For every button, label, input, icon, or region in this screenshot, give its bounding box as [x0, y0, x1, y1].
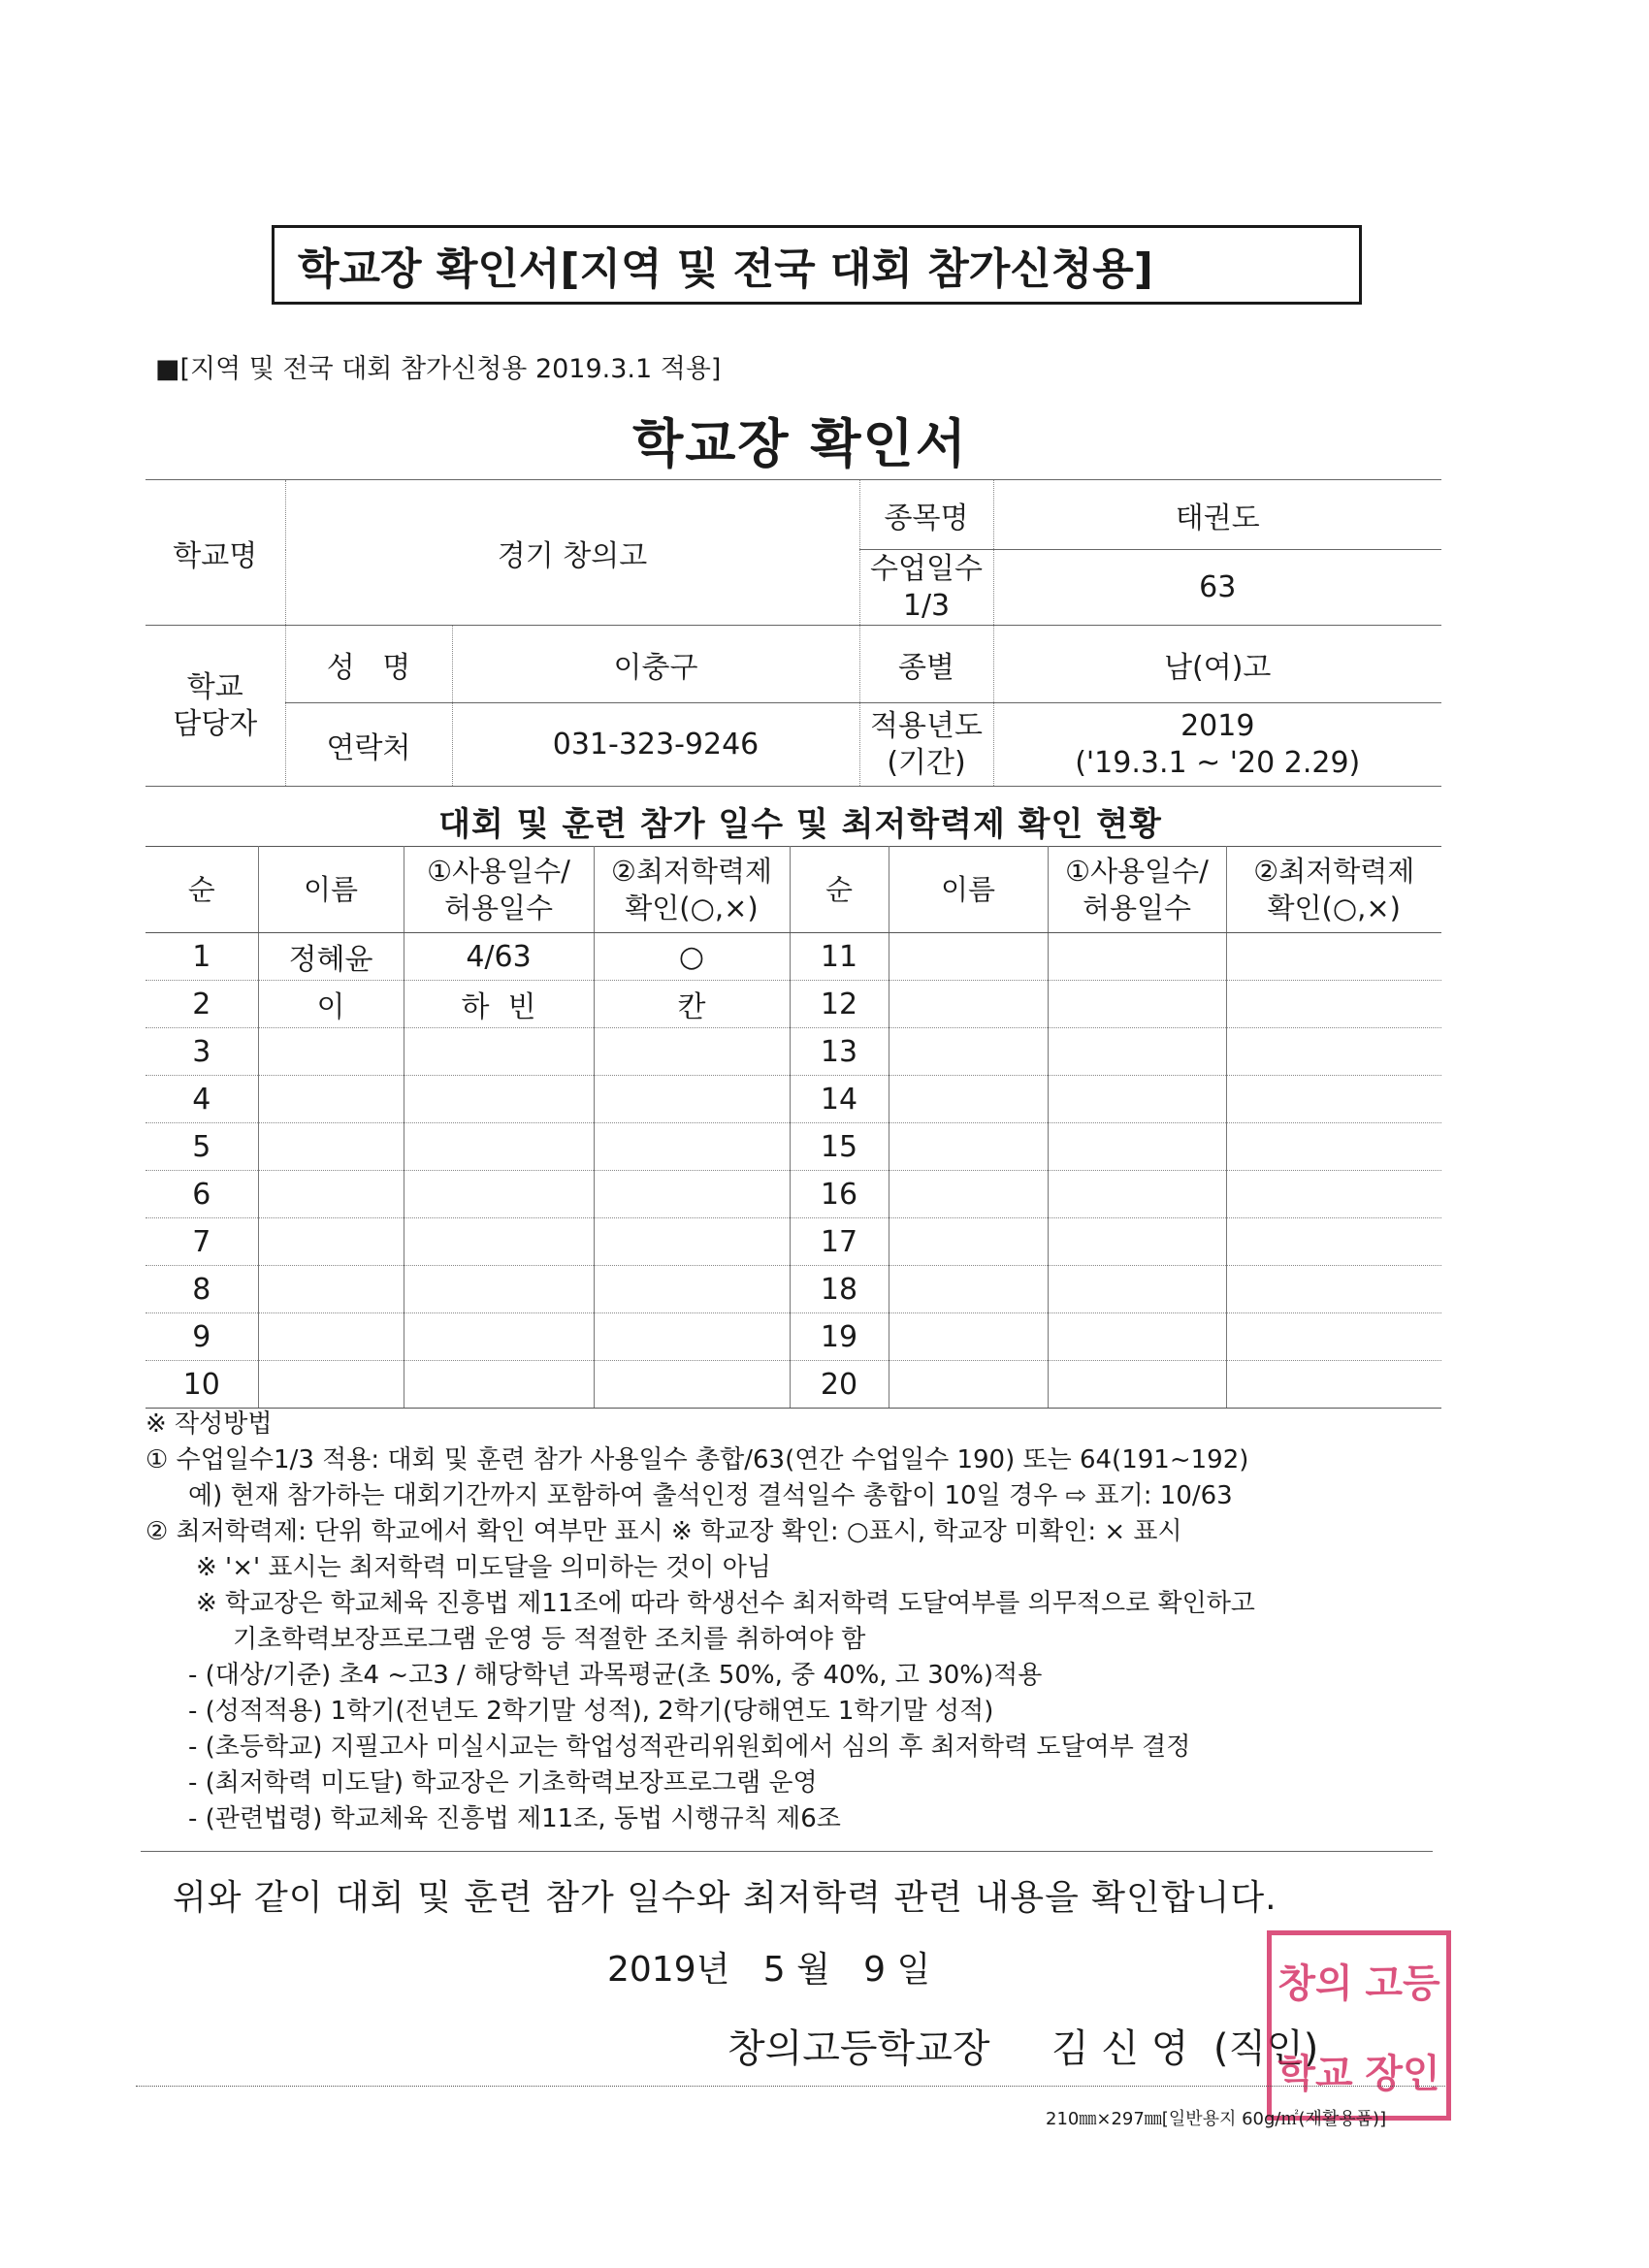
table-row [146, 933, 1441, 981]
row-name-2 [889, 1266, 1048, 1313]
row-no: 4 [146, 1076, 258, 1123]
row-name [258, 1313, 404, 1361]
row-no-2: 17 [790, 1218, 889, 1266]
note-8: - (최저학력 미도달) 학교장은 기초학력보장프로그램 운영 [188, 1768, 818, 1798]
row-mark-2 [1226, 1123, 1441, 1171]
row-mark: 칸 [594, 981, 790, 1028]
school-name-value: 경기 창의고 [285, 480, 859, 626]
page-title: 학교장 확인서 [632, 413, 968, 474]
row-no-2: 12 [790, 981, 889, 1028]
confirmation-statement: 위와 같이 대회 및 훈련 참가 일수와 최저학력 관련 내용을 확인합니다. [173, 1878, 1277, 1918]
period-range: ('19.3.1 ~ '20 2.29) [1075, 745, 1361, 780]
row-mark-2 [1226, 1218, 1441, 1266]
contact-label: 연락처 [285, 703, 452, 787]
row-mark-2 [1226, 933, 1441, 981]
row-mark [594, 1123, 790, 1171]
row-mark-2 [1226, 1171, 1441, 1218]
footer-divider [136, 2086, 1445, 2087]
period-label-line2: (기간) [887, 745, 966, 780]
period-label [859, 703, 993, 787]
row-days [404, 1076, 594, 1123]
header-days-line2: 허용일수 [443, 891, 554, 924]
row-days [404, 1028, 594, 1076]
row-mark-2 [1226, 1266, 1441, 1313]
gender-value: 남(여)고 [993, 626, 1441, 703]
row-mark-2 [1226, 1028, 1441, 1076]
row-mark [594, 1028, 790, 1076]
row-mark-2 [1226, 1361, 1441, 1409]
row-days-2 [1048, 1218, 1226, 1266]
row-mark [594, 1266, 790, 1313]
class-days-value: 63 [993, 550, 1441, 626]
header-days-2-line1: ①사용일수/ [1065, 855, 1209, 888]
row-mark-2 [1226, 981, 1441, 1028]
period-value [993, 703, 1441, 787]
note-7: - (초등학교) 지필고사 미실시교는 학업성적관리위원회에서 심의 후 최저학력 도달여부 결정 [188, 1733, 1191, 1762]
row-name-2 [889, 1218, 1048, 1266]
staff-label-line1: 학교 [186, 669, 243, 704]
row-days-2 [1048, 1361, 1226, 1409]
row-days-2 [1048, 981, 1226, 1028]
row-mark [594, 1361, 790, 1409]
boxed-document-title [272, 225, 1362, 305]
staff-name-value: 이충구 [452, 626, 859, 703]
row-days-2 [1048, 1076, 1226, 1123]
period-year: 2019 [1180, 708, 1255, 743]
header-name: 이름 [258, 847, 404, 933]
stamp-char: 학교 [1277, 2052, 1353, 2096]
table-row [146, 1218, 1441, 1266]
row-mark [594, 1313, 790, 1361]
participation-status-table [146, 846, 1441, 1409]
row-name-2 [889, 1171, 1048, 1218]
gender-label: 종별 [859, 626, 993, 703]
row-no: 10 [146, 1361, 258, 1409]
table-row [146, 1361, 1441, 1409]
row-days-2 [1048, 1171, 1226, 1218]
row-name-2 [889, 933, 1048, 981]
row-name [258, 1266, 404, 1313]
row-name-2 [889, 1028, 1048, 1076]
row-days: 하 빈 [404, 981, 594, 1028]
row-days-2 [1048, 933, 1226, 981]
header-min-2-line1: ②최저학력제 [1253, 855, 1415, 888]
row-name-2 [889, 981, 1048, 1028]
row-no: 1 [146, 933, 258, 981]
header-min-line1: ②최저학력제 [610, 855, 773, 888]
boxed-title-text: 학교장 확인서[지역 및 전국 대회 참가신청용] [298, 244, 1153, 294]
row-name [258, 1218, 404, 1266]
staff-name-label: 성 명 [285, 626, 452, 703]
note-4b: 기초학력보장프로그램 운영 등 적절한 조치를 취하여야 함 [233, 1625, 866, 1654]
document-date: 2019년 5 월 9 일 [607, 1950, 931, 1990]
row-no: 6 [146, 1171, 258, 1218]
row-name [258, 1361, 404, 1409]
table-row [146, 1076, 1441, 1123]
header-min-2-line2: 확인(○,×) [1267, 891, 1401, 924]
notes-title: ※ 작성방법 [146, 1409, 273, 1439]
row-days-2 [1048, 1028, 1226, 1076]
note-3: ※ '×' 표시는 최저학력 미도달을 의미하는 것이 아님 [196, 1553, 771, 1582]
staff-label-line2: 담당자 [173, 706, 258, 741]
class-days-label-line2: 1/3 [902, 588, 951, 623]
row-name [258, 1171, 404, 1218]
row-no: 7 [146, 1218, 258, 1266]
event-label: 종목명 [859, 480, 993, 550]
row-no-2: 13 [790, 1028, 889, 1076]
row-no: 9 [146, 1313, 258, 1361]
row-no: 5 [146, 1123, 258, 1171]
table-row [146, 1028, 1441, 1076]
header-no: 순 [146, 847, 258, 933]
row-mark [594, 1076, 790, 1123]
note-1a: ① 수업일수1/3 적용: 대회 및 훈련 참가 사용일수 총합/63(연간 수업일수 190) 또는 64(191~192) [146, 1445, 1249, 1474]
row-mark-2 [1226, 1076, 1441, 1123]
row-days-2 [1048, 1313, 1226, 1361]
row-no-2: 20 [790, 1361, 889, 1409]
class-days-label-line1: 수업일수 [870, 551, 983, 586]
row-days [404, 1123, 594, 1171]
header-no-2: 순 [790, 847, 889, 933]
table-row [146, 1313, 1441, 1361]
header-days-2-line2: 허용일수 [1082, 891, 1192, 924]
header-days-2 [1048, 847, 1226, 933]
row-mark [594, 1171, 790, 1218]
row-days-2 [1048, 1266, 1226, 1313]
header-name-2: 이름 [889, 847, 1048, 933]
row-no: 8 [146, 1266, 258, 1313]
row-days [404, 1313, 594, 1361]
class-days-label [859, 550, 993, 626]
row-mark: ○ [594, 933, 790, 981]
row-no-2: 11 [790, 933, 889, 981]
row-no-2: 18 [790, 1266, 889, 1313]
status-heading: 대회 및 훈련 참가 일수 및 최저학력제 확인 현황 [438, 805, 1162, 844]
table-row [146, 1171, 1441, 1218]
header-min-2 [1226, 847, 1441, 933]
school-info-table [146, 479, 1441, 787]
row-mark-2 [1226, 1313, 1441, 1361]
divider [141, 1851, 1433, 1852]
row-days [404, 1361, 594, 1409]
stamp-char: 창의 [1277, 1961, 1353, 2006]
row-name [258, 1076, 404, 1123]
row-name-2 [889, 1313, 1048, 1361]
row-days: 4/63 [404, 933, 594, 981]
row-days [404, 1218, 594, 1266]
note-4a: ※ 학교장은 학교체육 진흥법 제11조에 따라 학생선수 최저학력 도달여부를 의무적으로 확인하고 [196, 1589, 1255, 1618]
table-row [146, 1266, 1441, 1313]
row-name [258, 1028, 404, 1076]
instructions-section [146, 1407, 1465, 1837]
note-1b: 예) 현재 참가하는 대회기간까지 포함하여 출석인정 결석일수 총합이 10일 경우 ⇨ 표기: 10/63 [188, 1481, 1233, 1510]
row-days [404, 1171, 594, 1218]
row-days-2 [1048, 1123, 1226, 1171]
row-mark [594, 1218, 790, 1266]
note-5: - (대상/기준) 초4 ~고3 / 해당학년 과목평균(초 50%, 중 40%, 고 30%)적용 [188, 1661, 1043, 1690]
official-seal-stamp [1267, 1930, 1451, 2121]
staff-label [146, 626, 285, 787]
table-row [146, 1123, 1441, 1171]
row-no-2: 19 [790, 1313, 889, 1361]
note-2: ② 최저학력제: 단위 학교에서 확인 여부만 표시 ※ 학교장 확인: ○표시, 학교장 미확인: × 표시 [146, 1517, 1182, 1546]
event-value: 태권도 [993, 480, 1441, 550]
row-no: 3 [146, 1028, 258, 1076]
paper-spec: 210㎜×297㎜[일반용지 60g/㎡(재활용품)] [1046, 2109, 1387, 2129]
header-days [404, 847, 594, 933]
period-label-line1: 적용년도 [870, 708, 983, 743]
principal-signature: 창의고등학교장 김 신 영 (직인) [728, 2026, 1319, 2071]
row-name-2 [889, 1123, 1048, 1171]
note-6: - (성적적용) 1학기(전년도 2학기말 성적), 2학기(당해연도 1학기말 성적) [188, 1697, 994, 1726]
header-min [594, 847, 790, 933]
stamp-char: 고등 [1365, 1961, 1440, 2006]
contact-value: 031-323-9246 [452, 703, 859, 787]
status-header-row [146, 847, 1441, 933]
row-name-2 [889, 1361, 1048, 1409]
row-no: 2 [146, 981, 258, 1028]
row-name-2 [889, 1076, 1048, 1123]
header-min-line2: 확인(○,×) [625, 891, 759, 924]
school-name-label: 학교명 [146, 480, 285, 626]
stamp-char: 장인 [1365, 2052, 1440, 2096]
row-name: 정혜윤 [258, 933, 404, 981]
row-no-2: 14 [790, 1076, 889, 1123]
row-name [258, 1123, 404, 1171]
row-days [404, 1266, 594, 1313]
row-no-2: 15 [790, 1123, 889, 1171]
row-no-2: 16 [790, 1171, 889, 1218]
row-name: 이 [258, 981, 404, 1028]
header-days-line1: ①사용일수/ [427, 855, 570, 888]
document-subtitle: ■[지역 및 전국 대회 참가신청용 2019.3.1 적용] [155, 354, 722, 384]
note-9: - (관련법령) 학교체육 진흥법 제11조, 동법 시행규칙 제6조 [188, 1804, 841, 1833]
table-row [146, 981, 1441, 1028]
